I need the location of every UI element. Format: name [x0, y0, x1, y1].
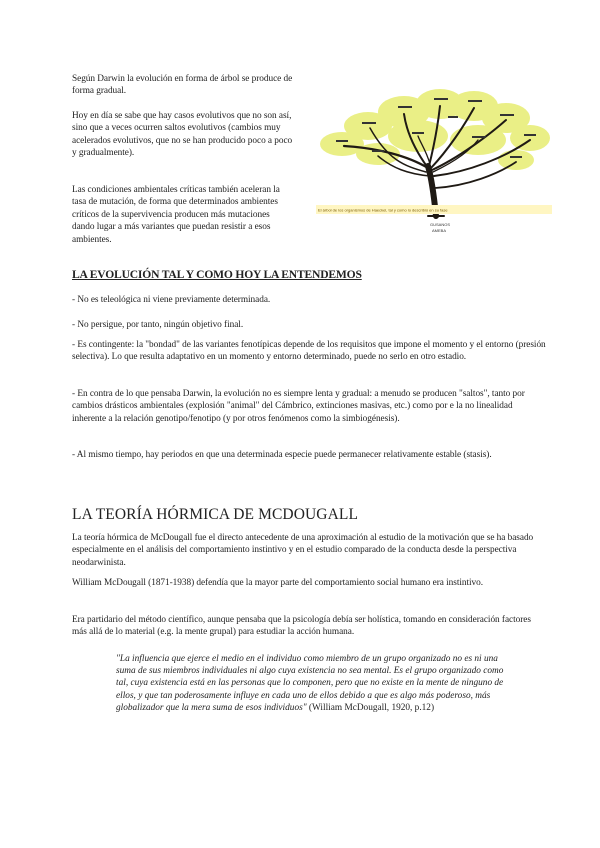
quote-text: "La influencia que ejerce el medio en el individuo como miembro de un grupo organizado no es ni una suma de sus miembros individuales ni algo cuya existencia no sea mental. Es el grupo organizado como tal, cuya existencia está en las personas que lo componen, pero que no existe en la mente de ninguno de ellos, y que tan poderosamente influye en cada uno de ellos debido a que es algo más poderoso, más globalizador que la mera suma de esos individuos"	[116, 654, 504, 713]
section-heading-evolucion: LA EVOLUCIÓN TAL Y COMO HOY LA ENTENDEMOS	[72, 268, 362, 281]
figure-caption: El árbol de los organismos de Haeckel, tal y como lo describió en su fase	[318, 207, 448, 213]
section-heading-mcdougall: LA TEORÍA HÓRMICA DE MCDOUGALL	[72, 506, 359, 523]
list-item: - No es teleológica ni viene previamente determinada.	[72, 295, 271, 305]
root-label: GUSANOS	[430, 222, 451, 227]
intro-paragraph-2: Hoy en día se sabe que hay casos evolutivos que no son así, sino que a veces ocurren saltos evolutivos (cambios muy acelerados evolutivos, que no se han producido poco a poco y gradualmente).	[72, 111, 293, 159]
list-item: - En contra de lo que pensaba Darwin, la evolución no es siempre lenta y gradual: a menudo se producen "saltos", tanto por cambios drásticos ambientales (explosión "animal" del Cámbrico, extinciones masivas, etc.) como por e la no linealidad inherente a la relación genotipo/fenotipo (y por otros fenómenos como la simbiogénesis).	[72, 389, 525, 424]
mcdougall-quote	[116, 653, 516, 714]
quote-citation: (William McDougall, 1920, p.12)	[306, 702, 435, 713]
intro-paragraph-3: Las condiciones ambientales críticas también aceleran la tasa de mutación, de forma que determinados ambientes críticos de la supervivencia producen más mutaciones dando lugar a más variantes que puedan resistir a esos ambientes.	[72, 185, 280, 245]
body-paragraph: La teoría hórmica de McDougall fue el directo antecedente de una aproximación al estudio de la motivación que se ha basado especialmente en el análisis del comportamiento instintivo y en el estudio comparado de la conducta desde la perspectiva neodarwinista.	[72, 533, 534, 568]
haeckel-tree-figure	[308, 76, 552, 236]
intro-paragraph-1: Según Darwin la evolución en forma de árbol se produce de forma gradual.	[72, 74, 293, 97]
list-item: - No persigue, por tanto, ningún objetivo final.	[72, 320, 244, 330]
root-label-2: AMEBA	[432, 228, 447, 233]
list-item: - Es contingente: la "bondad" de las variantes fenotípicas depende de los requisitos que impone el momento y el entorno (presión selectiva). Lo que resulta adaptativo en un momento y entorno determinado, puede no serlo en otro estadio.	[72, 340, 546, 363]
body-paragraph: Era partidario del método científico, aunque pensaba que la psicología debía ser holística, tomando en consideración factores más allá de lo material (e.g. la mente grupal) para estudiar la acción humana.	[72, 615, 531, 638]
list-item: - Al mismo tiempo, hay periodos en que una determinada especie puede permanecer relativamente estable (stasis).	[72, 450, 492, 460]
body-paragraph: William McDougall (1871-1938) defendía que la mayor parte del comportamiento social humano era instintivo.	[72, 578, 484, 588]
